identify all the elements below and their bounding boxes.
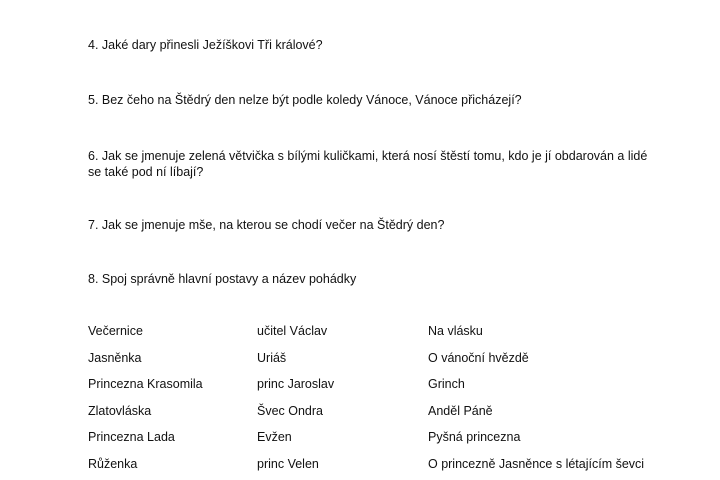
character-cell: princ Jaroslav xyxy=(257,377,335,391)
fairy-tale-cell: O princezně Jasněnce s létajícím ševci xyxy=(428,456,645,471)
table-row xyxy=(88,454,688,480)
question-5: 5. Bez čeho na Štědrý den nelze být podle koledy Vánoce, Vánoce přicházejí? xyxy=(88,93,522,107)
table-row xyxy=(88,427,688,454)
fairy-tale-cell: Na vlásku xyxy=(428,324,483,338)
table-row xyxy=(88,348,688,375)
character-cell: učitel Václav xyxy=(257,324,328,338)
character-cell: Švec Ondra xyxy=(257,403,324,418)
character-cell: Zlatovláska xyxy=(88,403,152,418)
table-row xyxy=(88,321,688,348)
character-cell: Princezna Krasomila xyxy=(88,377,203,391)
question-6-line-2: se také pod ní líbají? xyxy=(88,165,204,179)
character-cell: Večernice xyxy=(88,324,143,338)
question-6-line-1: 6. Jak se jmenuje zelená větvička s bílými kuličkami, která nosí štěstí tomu, kdo je jí obdarován a lidé xyxy=(88,149,648,163)
fairy-tale-cell: Pyšná princezna xyxy=(428,430,521,444)
fairy-tale-cell: Grinch xyxy=(428,377,465,391)
table-row xyxy=(88,374,688,401)
fairy-tale-cell: Anděl Páně xyxy=(428,403,493,418)
question-7: 7. Jak se jmenuje mše, na kterou se chodí večer na Štědrý den? xyxy=(88,218,445,232)
question-4: 4. Jaké dary přinesli Ježíškovi Tři králové? xyxy=(88,38,323,52)
fairy-tale-cell: O vánoční hvězdě xyxy=(428,350,529,365)
matching-table xyxy=(88,321,688,480)
character-cell: Evžen xyxy=(257,430,292,444)
character-cell: Jasněnka xyxy=(88,350,142,365)
question-8: 8. Spoj správně hlavní postavy a název pohádky xyxy=(88,272,357,286)
character-cell: princ Velen xyxy=(257,456,319,471)
character-cell: Růženka xyxy=(88,456,138,471)
character-cell: Princezna Lada xyxy=(88,430,175,444)
table-row xyxy=(88,401,688,428)
character-cell: Uriáš xyxy=(257,350,287,365)
